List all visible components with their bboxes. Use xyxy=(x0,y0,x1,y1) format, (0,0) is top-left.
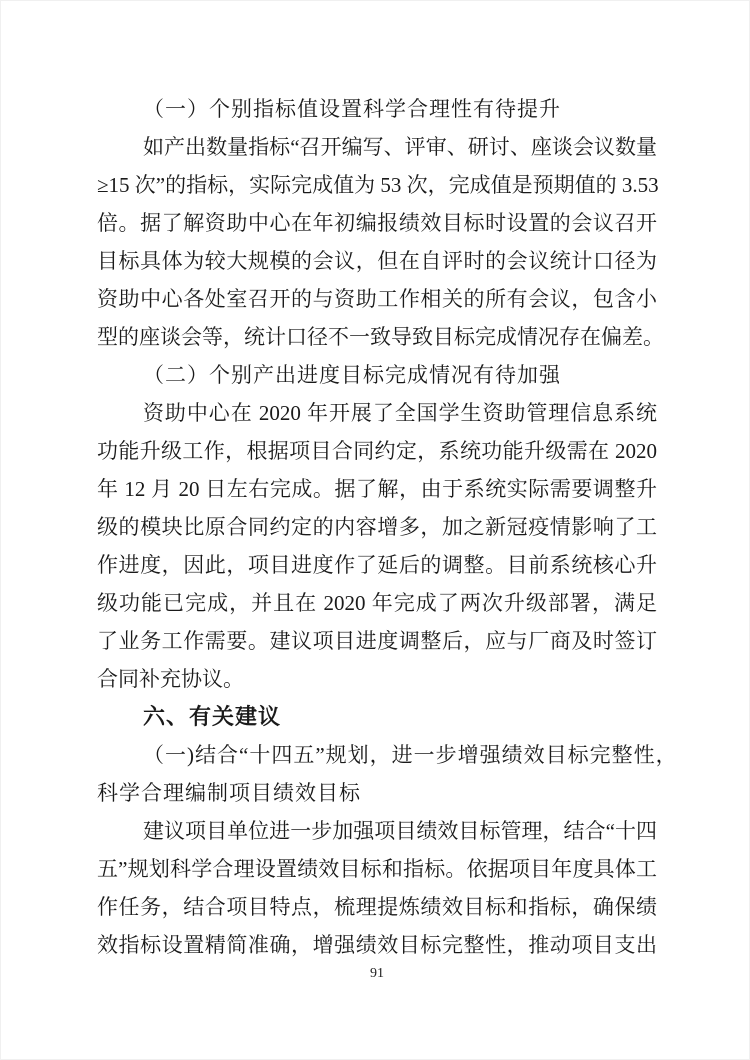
document-content xyxy=(97,90,678,964)
paragraph-line: 建议项目单位进一步加强项目绩效目标管理，结合“十四 xyxy=(143,819,657,843)
paragraph-1 xyxy=(97,128,664,356)
paragraph-line: 作进度，因此，项目进度作了延后的调整。目前系统核心升 xyxy=(97,553,657,577)
subheading-3-line: （一)结合“十四五”规划，进一步增强绩效目标完整性， xyxy=(143,743,678,767)
section-heading-line: 六、有关建议 xyxy=(143,704,282,729)
subheading-2 xyxy=(97,356,657,394)
page-footer xyxy=(97,964,657,984)
paragraph-line: 资助中心在 2020 年开展了全国学生资助管理信息系统 xyxy=(143,401,657,425)
subheading-3 xyxy=(97,736,678,812)
subheading-3-line: 科学合理编制项目绩效目标 xyxy=(97,781,361,805)
paragraph-line: 级的模块比原合同约定的内容增多，加之新冠疫情影响了工 xyxy=(97,515,657,539)
paragraph-line: 效指标设置精简准确，增强绩效目标完整性，推动项目支出 xyxy=(97,933,657,957)
paragraph-2 xyxy=(97,394,657,698)
paragraph-line: ≥15 次”的指标，实际完成值为 53 次，完成值是预期值的 3.53 xyxy=(97,173,659,197)
paragraph-line: 级功能已完成，并且在 2020 年完成了两次升级部署，满足 xyxy=(97,591,657,615)
page-number: 91 xyxy=(370,966,384,981)
paragraph-line: 合同补充协议。 xyxy=(97,667,244,691)
paragraph-line: 如产出数量指标“召开编写、评审、研讨、座谈会议数量 xyxy=(143,135,657,159)
paragraph-line: 年 12 月 20 日左右完成。据了解，由于系统实际需要调整升 xyxy=(97,477,657,501)
paragraph-line: 型的座谈会等，统计口径不一致导致目标完成情况存在偏差。 xyxy=(97,325,664,349)
subheading-1 xyxy=(97,90,657,128)
paragraph-line: 五”规划科学合理设置绩效目标和指标。依据项目年度具体工 xyxy=(97,857,657,881)
paragraph-line: 功能升级工作，根据项目合同约定，系统功能升级需在 2020 xyxy=(97,439,657,463)
section-heading xyxy=(97,698,657,736)
subheading-2-line: （二）个别产出进度目标完成情况有待加强 xyxy=(143,363,561,387)
paragraph-line: 作任务，结合项目特点，梳理提炼绩效目标和指标，确保绩 xyxy=(97,895,657,919)
paragraph-line: 倍。据了解资助中心在年初编报绩效目标时设置的会议召开 xyxy=(97,211,657,235)
paragraph-line: 资助中心各处室召开的与资助工作相关的所有会议，包含小 xyxy=(97,287,657,311)
paragraph-line: 目标具体为较大规模的会议，但在自评时的会议统计口径为 xyxy=(97,249,657,273)
subheading-1-line: （一）个别指标值设置科学合理性有待提升 xyxy=(143,97,561,121)
paragraph-line: 了业务工作需要。建议项目进度调整后，应与厂商及时签订 xyxy=(97,629,657,653)
paragraph-3 xyxy=(97,812,657,964)
